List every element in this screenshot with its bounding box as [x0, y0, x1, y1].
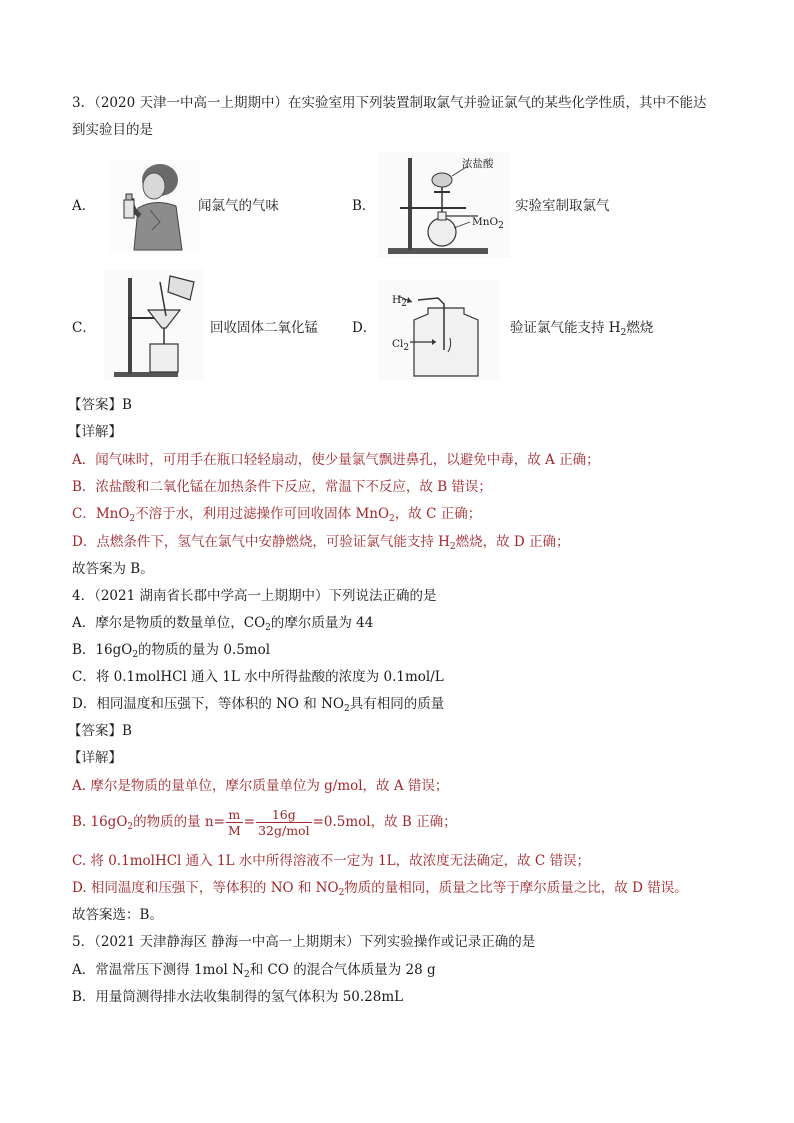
q4-option-d: D．相同温度和压强下，等体积的 NO 和 $NO_2$具有相同的质量 — [72, 696, 445, 714]
q3-option-d-letter: D． — [352, 320, 377, 336]
fig-d-label-h2: $H_2$ — [392, 294, 407, 309]
q3-stem-line2: 到实验目的是 — [72, 122, 153, 138]
q3-option-b-text: 实验室制取氯气 — [515, 198, 610, 214]
q4-answer: 【答案】B — [68, 723, 132, 739]
q3-detail-heading: 【详解】 — [68, 424, 122, 440]
fraction-16g-over-32gmol: $\frac{16g}{\text{32g/mol}}$ — [258, 807, 310, 838]
q3-option-a-text: 闻氯气的气味 — [198, 198, 279, 214]
q3-explanation-a: A．闻气味时，可用手在瓶口轻轻扇动，使少量氯气飘进鼻孔，以避免中毒，故 A 正确； — [72, 452, 600, 468]
q3-explanation-c: C．MnO$_2$不溶于水，利用过滤操作可回收固体 MnO$_2$，故 C 正确； — [72, 506, 482, 524]
q4-explanation-c: C. 将 0.1molHCl 通入 1L 水中所得溶液不一定为 1L，故浓度无法确定，故 C 错误； — [72, 853, 591, 869]
q3-stem-line1: 3．（2020 天津一中高一上期期中）在实验室用下列装置制取氯气并验证氯气的某些化学性质，其中不能达 — [72, 95, 707, 111]
q4-detail-heading: 【详解】 — [68, 750, 122, 766]
q4-stem: 4．（2021 湖南省长郡中学高一上期期中）下列说法正确的是 — [72, 588, 437, 604]
fig-d-label-cl2: $Cl_2$ — [392, 338, 410, 353]
q3-option-a-letter: A． — [72, 198, 96, 214]
q3-explanation-d: D．点燃条件下，氢气在氯气中安静燃烧，可验证氯气能支持 $H_2$燃烧，故 D 正确； — [72, 534, 570, 552]
q4-explanation-b: B. $16gO_2$的物质的量 n= $\frac{m}{M}$ = $\frac{16g}{\text{32g/mol}}$ =0.5mol，故 B 正确； — [72, 807, 457, 838]
q3-option-c-text: 回收固体二氧化锰 — [210, 320, 318, 336]
person-smelling-figure — [110, 160, 200, 252]
fraction-m-over-M: $\frac{m}{M}$ — [227, 807, 241, 838]
q4-option-b: B．$16gO_2$的物质的量为 0.5mol — [72, 642, 271, 660]
q4-conclusion: 故答案选：B。 — [72, 907, 163, 923]
filtration-apparatus-figure — [104, 270, 204, 380]
fig-b-label-mno2: MnO$_2$ — [472, 216, 504, 231]
q4-option-c: C．将 0.1molHCl 通入 1L 水中所得盐酸的浓度为 0.1mol/L — [72, 669, 444, 685]
q3-option-b-letter: B． — [352, 198, 376, 214]
q4-explanation-d: D. 相同温度和压强下，等体积的 NO 和 $NO_2$物质的量相同，质量之比等于摩尔质量之比，故 D 错误。 — [72, 880, 688, 898]
q3-answer: 【答案】B — [68, 397, 132, 413]
q3-option-c-letter: C． — [72, 320, 96, 336]
q5-option-a: A．常温常压下测得 1mol $N_2$和 CO 的混合气体质量为 28 g — [72, 962, 436, 980]
q3-option-d-text: 验证氯气能支持 $H_2$燃烧 — [510, 320, 654, 338]
q4-explanation-a: A. 摩尔是物质的量单位，摩尔质量单位为 g/mol，故 A 错误； — [72, 778, 449, 794]
fig-b-label-conc-hcl: 浓盐酸 — [462, 158, 494, 170]
q4-option-a: A．摩尔是物质的数量单位，$CO_2$的摩尔质量为 44 — [72, 615, 374, 633]
q3-explanation-b: B．浓盐酸和二氧化锰在加热条件下反应，常温下不反应，故 B 错误； — [72, 479, 492, 495]
q3-conclusion: 故答案为 B。 — [72, 561, 154, 577]
q5-option-b: B．用量筒测得排水法收集制得的氢气体积为 50.28mL — [72, 989, 404, 1005]
q5-stem: 5．（2021 天津静海区 静海一中高一上期期末）下列实验操作或记录正确的是 — [72, 934, 536, 950]
